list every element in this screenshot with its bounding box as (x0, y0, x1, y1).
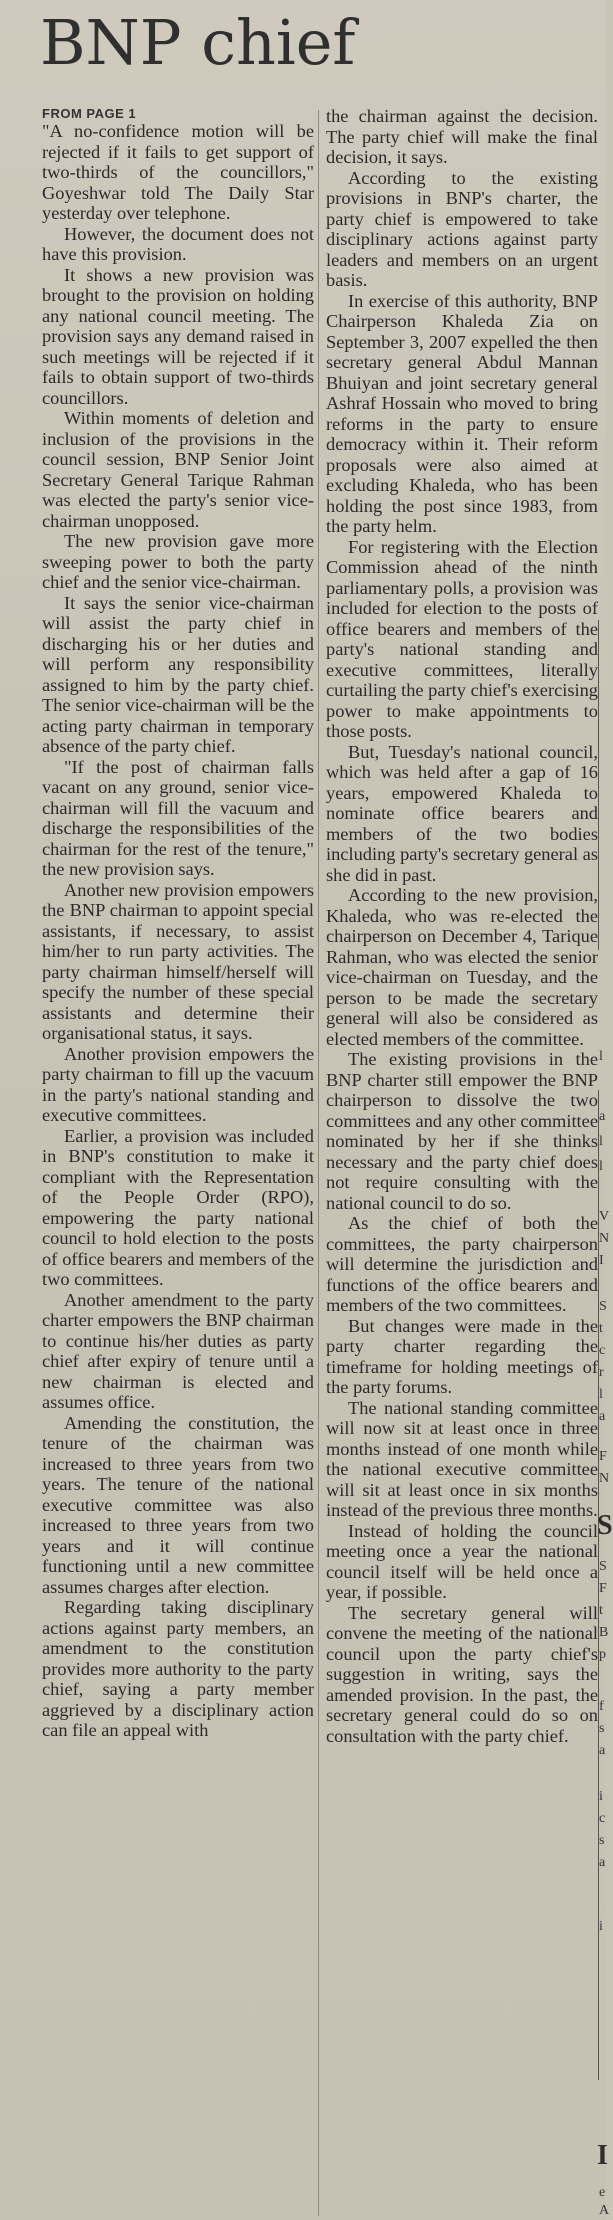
clipped-text: N (599, 1471, 610, 1486)
clipped-text: s (599, 1833, 605, 1848)
clipped-text: a (599, 1109, 606, 1124)
paragraph: Regarding taking disciplinary actions against party members, an amendment to the constitution provides more authority to the party chief, saying a party member aggrieved by a disciplinary action can file an appeal with (42, 1597, 314, 1740)
clipped-text: t (599, 1603, 603, 1618)
clipped-text: t (599, 1321, 603, 1336)
paragraph: The existing provisions in the BNP charter still empower the BNP chairperson to dissolve the two committees and any other committee nominated by her if she thinks necessary and the party chief does not require consulting with the national council to do so. (326, 1049, 598, 1213)
paragraph: However, the document does not have this provision. (42, 223, 314, 264)
paragraph: Earlier, a provision was included in BNP's constitution to make it compliant with the Representation of the People Order (RPO), empowering the party national council to hold election to the posts of office bearers and members of the two committees. (42, 1125, 314, 1289)
clipped-text: l (599, 1159, 603, 1174)
clipped-text: V (599, 1209, 610, 1224)
paragraph: Within moments of deletion and inclusion of the provisions in the council session, BNP Senior Joint Secretary General Tarique Rahman was elected the party's senior vice-chairman unopposed. (42, 408, 314, 531)
paragraph: According to the existing provisions in BNP's charter, the party chief is empowered to take disciplinary actions against party leaders and members on an urgent basis. (326, 167, 598, 290)
clipped-text: S (599, 1299, 607, 1314)
paragraph: Another amendment to the party charter empowers the BNP chairman to continue his/her duties as party chief after expiry of tenure until a new chairman is elected and assumes office. (42, 1289, 314, 1412)
clipped-text: l (599, 1134, 603, 1149)
clipped-text: p (599, 1647, 606, 1662)
paragraph: According to the new provision, Khaleda, who was re-elected the chairperson on December 4, Tarique Rahman, who was elected the senior vice-chairman on Tuesday, and the person to be made the secretary general will also be considered as elected members of the committee. (326, 885, 598, 1049)
clipped-text: r (599, 1365, 604, 1380)
clipped-text: e (599, 2185, 606, 2200)
paragraph: For registering with the Election Commission ahead of the ninth parliamentary polls, a provision was included for election to the posts of office bearers and members of the party's national standing and executive committees, literally curtailing the party chief's exercising power to make appointments to those posts. (326, 536, 598, 741)
paragraph: It says the senior vice-chairman will assist the party chief in discharging his or her duties and will perform any responsibility assigned to him by the party chief. The senior vice-chairman will be the acting party chairman in temporary absence of the party chief. (42, 592, 314, 756)
clipped-text: I (599, 1253, 604, 1268)
clipped-text: a (599, 1409, 606, 1424)
clipped-text: l (599, 1387, 603, 1402)
clipped-text: i (599, 1789, 603, 1804)
clipped-text: N (599, 1231, 610, 1246)
paragraph: "A no-confidence motion will be rejected if it fails to get support of two-thirds of the councillors," Goyeshwar told The Daily Star yesterday over telephone. (42, 121, 314, 223)
paragraph: Amending the constitution, the tenure of the chairman was increased to three years from two years. The tenure of the national executive committee was also increased to three years from two years and it will continue functioning until a new committee assumes charges after election. (42, 1412, 314, 1597)
column-1 (42, 106, 314, 2216)
paragraph: "If the post of chairman falls vacant on any ground, senior vice-chairman will fill the vacuum and discharge the responsibilities of the chairman for the rest of the tenure," the new provision says. (42, 756, 314, 879)
clipped-text: F (599, 1581, 607, 1596)
column-divider (318, 110, 319, 2216)
paragraph: It shows a new provision was brought to the provision on holding any national council meeting. The provision says any demand raised in such meetings will be rejected if it fails to obtain support of two-thirds councillors. (42, 264, 314, 408)
paragraph: But, Tuesday's national council, which was held after a gap of 16 years, empowered Khaleda to nominate office bearers and members of the two bodies including party's secretary general as she did in past. (326, 741, 598, 885)
headline: BNP chief (40, 6, 356, 79)
clipped-text: i (599, 1919, 603, 1934)
column-2 (326, 106, 598, 2216)
edge-rule (598, 620, 599, 950)
paragraph: In exercise of this authority, BNP Chairperson Khaleda Zia on September 3, 2007 expelled the then secretary general Abdul Mannan Bhuiyan and joint secretary general Ashraf Hossain who moved to bring reforms in the party to ensure democracy within it. Their reform proposals were also aimed at excluding Khaleda, who has been holding the post since 1983, from the party helm. (326, 290, 598, 536)
clipped-text: l (599, 1049, 603, 1064)
clipped-text: B (599, 1625, 609, 1640)
paragraph: As the chief of both the committees, the party chairperson will determine the jurisdiction and functions of the office bearers and members of the two committees. (326, 1213, 598, 1315)
paragraph: Another new provision empowers the BNP chairman to appoint special assistants, if necessary, to assist him/her to run party activities. The party chairman himself/herself will specify the number of these special assistants and determine their organisational status, it says. (42, 879, 314, 1043)
paragraph: The secretary general will convene the meeting of the national council upon the party chief's suggestion in writing, says the amended provision. In the past, the secretary general could do so on consultation with the party chief. (326, 1602, 598, 1746)
paragraph: The national standing committee will now sit at least once in three months instead of one month while the national executive committee will sit at least once in six months instead of the previous three months. (326, 1397, 598, 1520)
paragraph: But changes were made in the party charter regarding the timeframe for holding meetings of the party forums. (326, 1315, 598, 1397)
paragraph: The new provision gave more sweeping power to both the party chief and the senior vice-chairman. (42, 531, 314, 592)
clipped-text: f (599, 1699, 604, 1714)
paragraph: Another provision empowers the party chairman to fill up the vacuum in the party's national standing and executive committees. (42, 1043, 314, 1125)
paragraph: the chairman against the decision. The party chief will make the final decision, it says. (326, 106, 598, 167)
clipped-text: F (599, 1449, 607, 1464)
clipped-text: S (599, 1559, 607, 1574)
kicker: FROM PAGE 1 (42, 106, 137, 121)
clipped-text: A (599, 2203, 610, 2218)
clipped-text: c (599, 1811, 606, 1826)
clipped-text: s (599, 1721, 605, 1736)
clipped-text: c (599, 1343, 606, 1358)
clipped-heading: S (597, 1510, 613, 1541)
clipped-text: a (599, 1743, 606, 1758)
clipped-heading: I (597, 2140, 608, 2171)
paragraph: Instead of holding the council meeting once a year the national council itself will be held once a year, if possible. (326, 1520, 598, 1602)
clipped-text: a (599, 1855, 606, 1870)
